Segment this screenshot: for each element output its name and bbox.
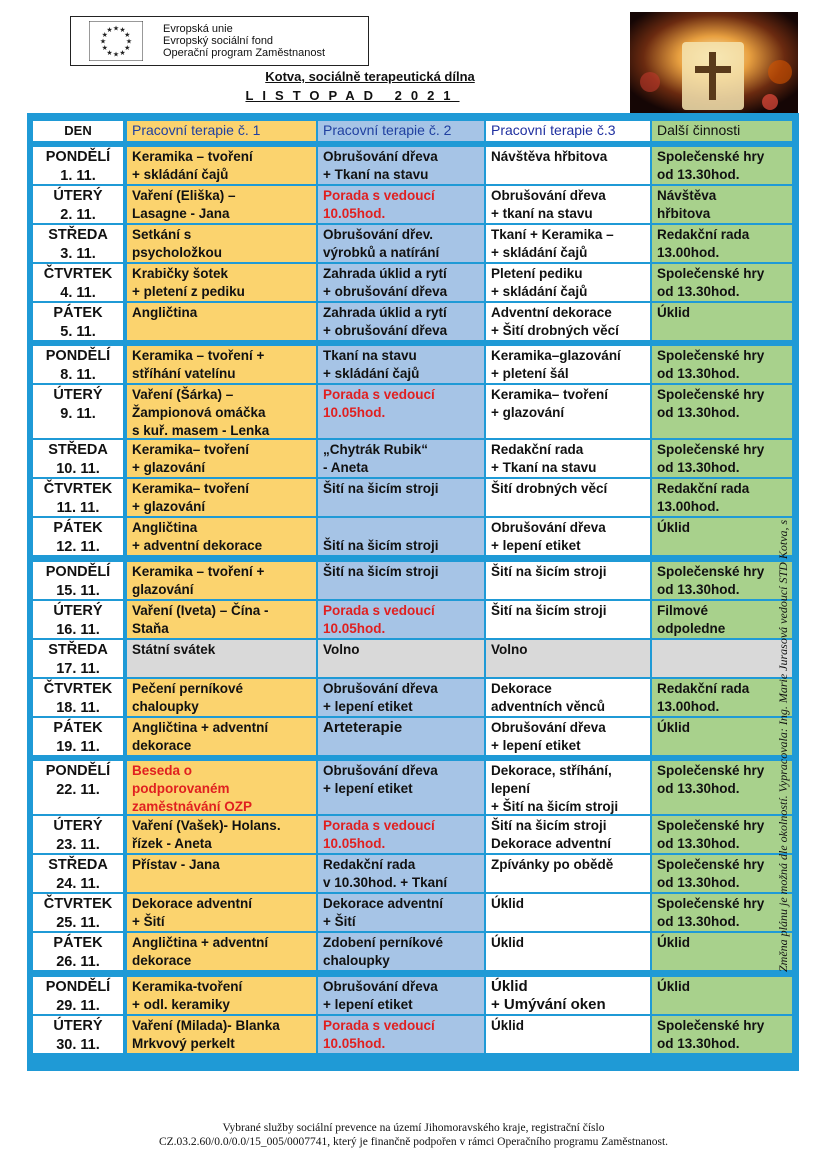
star-icon: ★ bbox=[101, 32, 108, 39]
activity-other: Filmové odpoledne bbox=[652, 601, 792, 638]
star-icon: ★ bbox=[125, 38, 133, 46]
activity-pt1: Přístav - Jana bbox=[127, 855, 316, 892]
star-icon: ★ bbox=[112, 25, 120, 33]
logo-line-1: Evropská unie bbox=[163, 23, 233, 35]
footer bbox=[0, 1121, 827, 1149]
activity-other: Společenské hry od 13.30hod. bbox=[652, 894, 792, 931]
activity-pt1: Angličtina bbox=[127, 303, 316, 340]
activity-pt1: Keramika – tvoření + skládání čajů bbox=[127, 147, 316, 184]
star-icon: ★ bbox=[106, 27, 113, 35]
star-icon: ★ bbox=[119, 49, 126, 57]
activity-pt1: Keramika – tvoření + glazování bbox=[127, 562, 316, 599]
day-cell: STŘEDA 10. 11. bbox=[33, 440, 123, 477]
activity-pt2: Šití na šicím stroji bbox=[318, 562, 484, 599]
activity-pt2: Šití na šicím stroji bbox=[318, 479, 484, 516]
footer-line-1: Vybrané služby sociální prevence na území Jihomoravského kraje, registrační číslo bbox=[222, 1122, 605, 1134]
activity-pt3: Keramika–glazování + pletení šál bbox=[486, 346, 650, 383]
activity-pt2: Obrušování dřeva + Tkaní na stavu bbox=[318, 147, 484, 184]
day-cell: PONDĚLÍ 8. 11. bbox=[33, 346, 123, 383]
activity-pt2: Tkaní na stavu + skládání čajů bbox=[318, 346, 484, 383]
activity-pt2: Porada s vedoucí 10.05hod. bbox=[318, 601, 484, 638]
activity-pt2: Obrušování dřeva + lepení etiket bbox=[318, 761, 484, 814]
activity-pt1: Beseda o podporovaném zaměstnávání OZP bbox=[127, 761, 316, 814]
activity-pt2: Volno bbox=[318, 640, 484, 677]
star-icon: ★ bbox=[124, 45, 131, 52]
activity-other: Redakční rada 13.00hod. bbox=[652, 479, 792, 516]
activity-pt1: Keramika – tvoření + stříhání vatelínu bbox=[127, 346, 316, 383]
activity-pt3: Úklid bbox=[486, 894, 650, 931]
header-other: Další činnosti bbox=[652, 121, 792, 141]
activity-pt3: Obrušování dřeva + lepení etiket bbox=[486, 718, 650, 755]
activity-pt3: Obrušování dřeva + tkaní na stavu bbox=[486, 186, 650, 223]
day-cell: ČTVRTEK 4. 11. bbox=[33, 264, 123, 301]
activity-pt3: Tkaní + Keramika – + skládání čajů bbox=[486, 225, 650, 262]
activity-pt1: Keramika-tvoření + odl. keramiky bbox=[127, 977, 316, 1014]
star-icon: ★ bbox=[101, 45, 108, 52]
day-cell: STŘEDA 17. 11. bbox=[33, 640, 123, 677]
footer-line-2: CZ.03.2.60/0.0/0.0/15_005/0007741, který je finančně podpořen v rámci Operačního programu Zaměstnanost. bbox=[158, 1136, 669, 1148]
activity-pt1: Krabičky šotek + pletení z pediku bbox=[127, 264, 316, 301]
activity-other: Úklid bbox=[652, 933, 792, 970]
eu-flag-icon bbox=[89, 21, 143, 61]
activity-pt1: Angličtina + adventní dekorace bbox=[127, 718, 316, 755]
activity-pt2: Redakční rada v 10.30hod. + Tkaní bbox=[318, 855, 484, 892]
activity-pt1: Angličtina + adventní dekorace bbox=[127, 933, 316, 970]
day-cell: ČTVRTEK 18. 11. bbox=[33, 679, 123, 716]
day-cell: ÚTERÝ 9. 11. bbox=[33, 385, 123, 438]
month-title: LISTOPAD 2021 bbox=[245, 88, 460, 103]
activity-pt3: Šití na šicím stroji Dekorace adventní bbox=[486, 816, 650, 853]
day-cell: STŘEDA 24. 11. bbox=[33, 855, 123, 892]
activity-other: Úklid bbox=[652, 303, 792, 340]
activity-pt1: Vaření (Vašek)- Holans. řízek - Aneta bbox=[127, 816, 316, 853]
activity-pt2: Zdobení perníkové chaloupky bbox=[318, 933, 484, 970]
activity-pt1: Angličtina + adventní dekorace bbox=[127, 518, 316, 555]
activity-pt3: Adventní dekorace + Šití drobných věcí bbox=[486, 303, 650, 340]
activity-pt3: Pletení pediku + skládání čajů bbox=[486, 264, 650, 301]
activity-pt3: Redakční rada + Tkaní na stavu bbox=[486, 440, 650, 477]
activity-pt3: Úklid bbox=[486, 1016, 650, 1053]
activity-pt3: Návštěva hřbitova bbox=[486, 147, 650, 184]
activity-pt1: Dekorace adventní + Šití bbox=[127, 894, 316, 931]
activity-other: Redakční rada 13.00hod. bbox=[652, 679, 792, 716]
activity-pt3: Šití na šicím stroji bbox=[486, 601, 650, 638]
activity-pt3: Zpívánky po obědě bbox=[486, 855, 650, 892]
activity-other: Společenské hry od 13.30hod. bbox=[652, 147, 792, 184]
header-pt3: Pracovní terapie č.3 bbox=[486, 121, 650, 141]
activity-pt1: Vaření (Milada)- Blanka Mrkvový perkelt bbox=[127, 1016, 316, 1053]
activity-other: Společenské hry od 13.30hod. bbox=[652, 1016, 792, 1053]
activity-pt2: Porada s vedoucí 10.05hod. bbox=[318, 186, 484, 223]
activity-other: Úklid bbox=[652, 518, 792, 555]
activity-pt3: Keramika– tvoření + glazování bbox=[486, 385, 650, 438]
day-cell: ČTVRTEK 25. 11. bbox=[33, 894, 123, 931]
schedule-table bbox=[27, 113, 799, 1071]
star-icon: ★ bbox=[124, 32, 131, 39]
activity-other: Návštěva hřbitova bbox=[652, 186, 792, 223]
activity-pt2: Porada s vedoucí 10.05hod. bbox=[318, 1016, 484, 1053]
activity-pt1: Vaření (Šárka) – Žampionová omáčka s kuř. masem - Lenka bbox=[127, 385, 316, 438]
activity-other: Společenské hry od 13.30hod. bbox=[652, 761, 792, 814]
activity-pt2: Zahrada úklid a rytí + obrušování dřeva bbox=[318, 303, 484, 340]
activity-pt3: Šití drobných věcí bbox=[486, 479, 650, 516]
star-icon: ★ bbox=[99, 38, 107, 46]
day-cell: PÁTEK 5. 11. bbox=[33, 303, 123, 340]
activity-pt2: Obrušování dřeva + lepení etiket bbox=[318, 679, 484, 716]
activity-pt1: Státní svátek bbox=[127, 640, 316, 677]
activity-other: Úklid bbox=[652, 718, 792, 755]
activity-pt3: Dekorace, stříhání, lepení + Šití na šicím stroji bbox=[486, 761, 650, 814]
activity-pt2: Porada s vedoucí 10.05hod. bbox=[318, 385, 484, 438]
activity-pt3: Úklid bbox=[486, 933, 650, 970]
activity-other: Společenské hry od 13.30hod. bbox=[652, 440, 792, 477]
activity-other: Společenské hry od 13.30hod. bbox=[652, 816, 792, 853]
day-cell: ČTVRTEK 11. 11. bbox=[33, 479, 123, 516]
day-cell: ÚTERÝ 30. 11. bbox=[33, 1016, 123, 1053]
activity-pt2: Obrušování dřeva + lepení etiket bbox=[318, 977, 484, 1014]
day-cell: STŘEDA 3. 11. bbox=[33, 225, 123, 262]
logo-line-2: Evropský sociální fond bbox=[163, 35, 274, 47]
eu-logo bbox=[70, 16, 369, 66]
activity-other: Úklid bbox=[652, 977, 792, 1014]
activity-pt2: Arteterapie bbox=[318, 718, 484, 755]
activity-pt1: Setkání s psycholožkou bbox=[127, 225, 316, 262]
activity-pt2: Zahrada úklid a rytí + obrušování dřeva bbox=[318, 264, 484, 301]
activity-other: Společenské hry od 13.30hod. bbox=[652, 562, 792, 599]
day-cell: PÁTEK 19. 11. bbox=[33, 718, 123, 755]
header-pt2: Pracovní terapie č. 2 bbox=[318, 121, 484, 141]
activity-pt1: Pečení perníkové chaloupky bbox=[127, 679, 316, 716]
activity-pt1: Keramika– tvoření + glazování bbox=[127, 479, 316, 516]
activity-other: Společenské hry od 13.30hod. bbox=[652, 346, 792, 383]
activity-pt1: Vaření (Eliška) – Lasagne - Jana bbox=[127, 186, 316, 223]
activity-pt2: Porada s vedoucí 10.05hod. bbox=[318, 816, 484, 853]
activity-other bbox=[652, 640, 792, 677]
day-cell: ÚTERÝ 16. 11. bbox=[33, 601, 123, 638]
activity-pt2: Dekorace adventní + Šití bbox=[318, 894, 484, 931]
header-pt1: Pracovní terapie č. 1 bbox=[127, 121, 316, 141]
activity-other: Společenské hry od 13.30hod. bbox=[652, 264, 792, 301]
day-cell: PÁTEK 26. 11. bbox=[33, 933, 123, 970]
activity-pt3: Úklid + Umývání oken bbox=[486, 977, 650, 1014]
activity-pt2: „Chytrák Rubik“ - Aneta bbox=[318, 440, 484, 477]
star-icon: ★ bbox=[112, 51, 120, 59]
activity-other: Společenské hry od 13.30hod. bbox=[652, 855, 792, 892]
day-cell: PONDĚLÍ 1. 11. bbox=[33, 147, 123, 184]
activity-pt2: Šití na šicím stroji bbox=[318, 518, 484, 555]
page-title: Kotva, sociálně terapeutická dílna bbox=[265, 69, 475, 84]
activity-pt3: Volno bbox=[486, 640, 650, 677]
header-day: DEN bbox=[33, 121, 123, 141]
activity-pt1: Keramika– tvoření + glazování bbox=[127, 440, 316, 477]
activity-pt3: Obrušování dřeva + lepení etiket bbox=[486, 518, 650, 555]
activity-pt1: Vaření (Iveta) – Čína - Staňa bbox=[127, 601, 316, 638]
day-cell: PÁTEK 12. 11. bbox=[33, 518, 123, 555]
activity-pt3: Šití na šicím stroji bbox=[486, 562, 650, 599]
star-icon: ★ bbox=[106, 49, 113, 57]
logo-line-3: Operační program Zaměstnanost bbox=[163, 47, 326, 59]
activity-other: Redakční rada 13.00hod. bbox=[652, 225, 792, 262]
day-cell: PONDĚLÍ 15. 11. bbox=[33, 562, 123, 599]
side-note: Změna plánu je možná dle okolností. Vypracovala: Ing. Marie Jurasová vedoucí STD Kotva, s bbox=[776, 519, 790, 972]
activity-other: Společenské hry od 13.30hod. bbox=[652, 385, 792, 438]
activity-pt3: Dekorace adventních věnců bbox=[486, 679, 650, 716]
day-cell: PONDĚLÍ 22. 11. bbox=[33, 761, 123, 814]
day-cell: PONDĚLÍ 29. 11. bbox=[33, 977, 123, 1014]
day-cell: ÚTERÝ 2. 11. bbox=[33, 186, 123, 223]
star-icon: ★ bbox=[119, 27, 126, 35]
day-cell: ÚTERÝ 23. 11. bbox=[33, 816, 123, 853]
activity-pt2: Obrušování dřev. výrobků a natírání bbox=[318, 225, 484, 262]
